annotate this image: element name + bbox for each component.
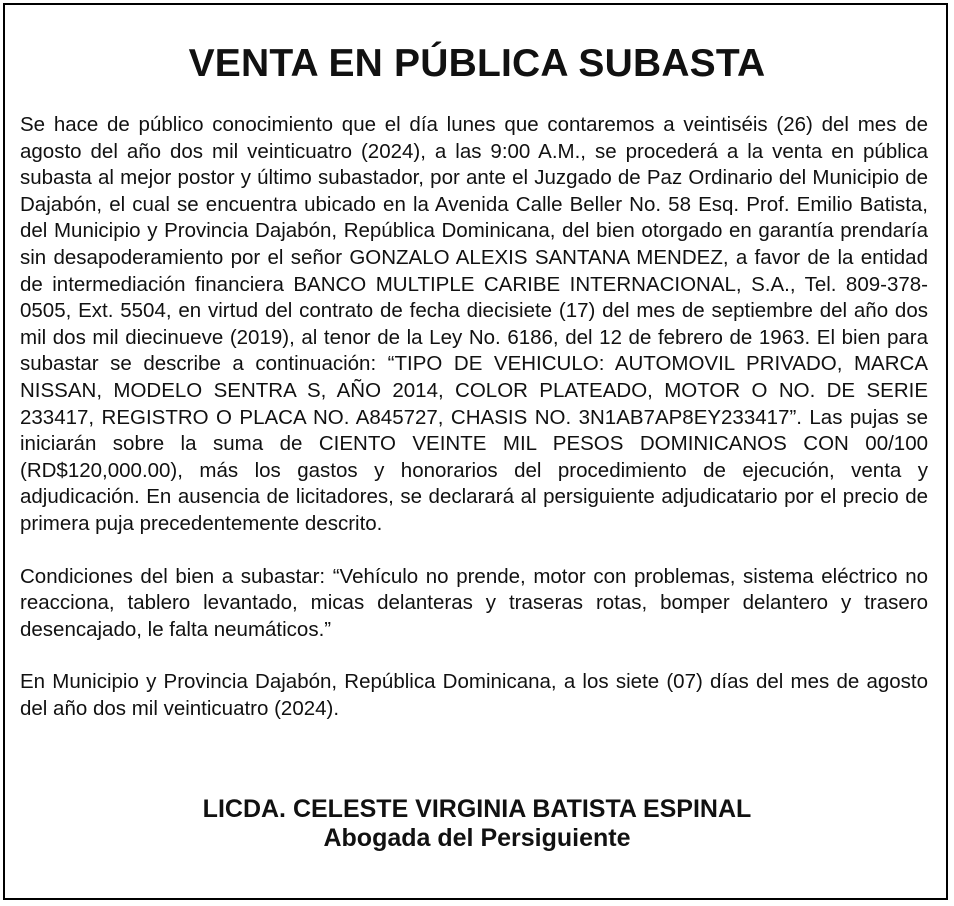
notice-body [20, 112, 928, 722]
place-date-paragraph: En Municipio y Provincia Dajabón, República Dominicana, a los siete (07) días del mes de agosto del año dos mil veinticuatro (2024). [20, 670, 928, 720]
signatory-role: Abogada del Persiguiente [323, 824, 631, 852]
paragraph-spacer [20, 538, 928, 564]
notice-title: VENTA EN PÚBLICA SUBASTA [188, 42, 766, 85]
paragraph-spacer [20, 643, 928, 669]
auction-details-paragraph: Se hace de público conocimiento que el día lunes que contaremos a veintiséis (26) del mes de agosto del año dos mil veinticuatro (2024), a las 9:00 A.M., se procederá a la venta en pública subasta al mejor postor y último subastador, por ante el Juzgado de Paz Ordinario del Municipio de Dajabón, el cual se encuentra ubicado en la Avenida Calle Beller No. 58 Esq. Prof. Emilio Batista, del Municipio y Provincia Dajabón, República Dominicana, del bien otorgado en garantía prendaría sin desapoderamiento por el señor GONZALO ALEXIS SANTANA MENDEZ, a favor de la entidad de intermediación financiera BANCO MULTIPLE CARIBE INTERNACIONAL, S.A., Tel. 809-378-0505, Ext. 5504, en virtud del contrato de fecha diecisiete (17) del mes de septiembre del año dos mil dos mil diecinueve (2019), al tenor de la Ley No. 6186, del 12 de febrero de 1963. El bien para subastar se describe a continuación: “TIPO DE VEHICULO: AUTOMOVIL PRIVADO, MARCA NISSAN, MODELO SENTRA S, AÑO 2014, COLOR PLATEADO, MOTOR O NO. DE SERIE 233417, REGISTRO O PLACA NO. A845727, CHASIS NO. 3N1AB7AP8EY233417”. Las pujas se iniciarán sobre la suma de CIENTO VEINTE MIL PESOS DOMINICANOS CON 00/100 (RD$120,000.00), más los gastos y honorarios del procedimiento de ejecución, venta y adjudicación. En ausencia de licitadores, se declarará al persiguiente adjudicatario por el precio de primera puja precedentemente descrito. [20, 113, 928, 535]
signatory-name: LICDA. CELESTE VIRGINIA BATISTA ESPINAL [202, 795, 752, 823]
vehicle-conditions-paragraph: Condiciones del bien a subastar: “Vehículo no prende, motor con problemas, sistema eléctrico no reacciona, tablero levantado, micas delanteras y traseras rotas, bomper delantero y trasero desencajado, le falta neumáticos.” [20, 564, 928, 641]
signature-block [0, 795, 954, 853]
